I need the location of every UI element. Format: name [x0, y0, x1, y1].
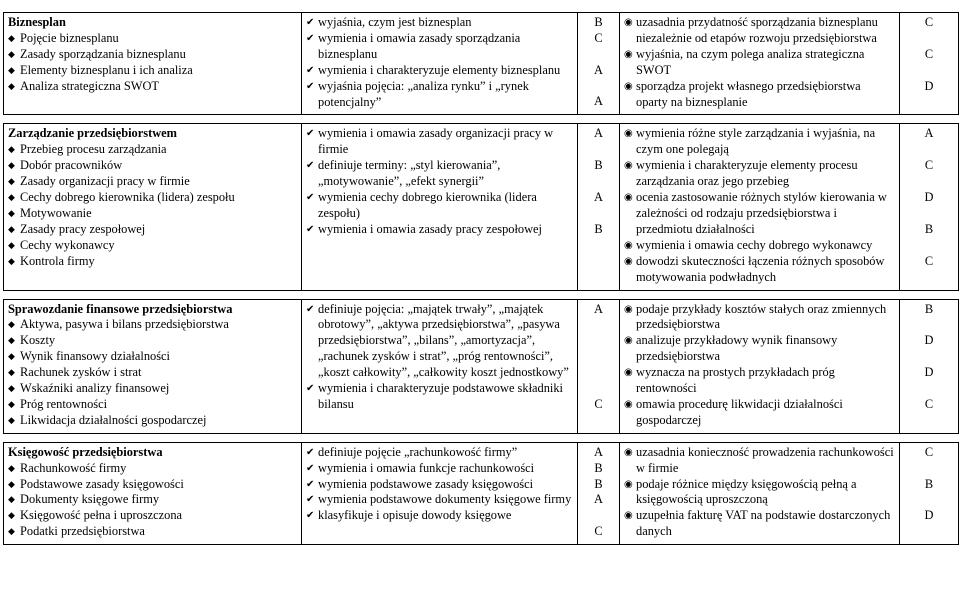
extended-requirement-item: ◉ uzasadnia przydatność sporządzania biznesplanu niezależnie od etapów rozwoju przedsiębiorstwa [624, 15, 895, 47]
extended-levels-cell [900, 124, 959, 290]
topic-item: ◆ Wskaźniki analizy finansowej [8, 381, 297, 397]
extended-level-letter [904, 31, 954, 47]
extended-requirement-item: ◉ wymienia i charakteryzuje elementy procesu zarządzania oraz jego przebieg [624, 158, 895, 190]
topic-item: ◆ Podatki przedsiębiorstwa [8, 524, 297, 540]
extended-requirement-item: ◉ wymienia różne style zarządzania i wyjaśnia, na czym one polegają [624, 126, 895, 158]
topic-item: ◆ Cechy wykonawcy [8, 238, 297, 254]
topic-item: ◆ Cechy dobrego kierownika (lidera) zespołu [8, 190, 297, 206]
extended-level-letter: C [924, 15, 934, 29]
extended-level-letter: C [924, 396, 934, 411]
extended-requirement-list [624, 15, 895, 110]
basic-requirement-item: ✔ definiuje terminy: „styl kierowania”, „motywowanie”, „efekt synergii” [306, 158, 573, 190]
topic-item: ◆ Aktywa, pasywa i bilans przedsiębiorstwa [8, 317, 297, 333]
extended-level-letter [904, 461, 954, 477]
basic-requirement-item: ✔ wymienia podstawowe zasady księgowości [306, 477, 573, 493]
basic-level-letter: C [594, 524, 603, 539]
basic-levels-cell [578, 299, 620, 433]
basic-requirement-item: ✔ wymienia i omawia zasady pracy zespołowej [306, 222, 573, 238]
basic-level-letter: B [594, 476, 603, 491]
basic-level-letter: B [594, 15, 603, 29]
basic-level-letter [582, 508, 615, 524]
basic-level-letter [582, 47, 615, 63]
extended-requirement-list [624, 126, 895, 285]
topic-list [8, 142, 297, 269]
basic-level-letter [582, 349, 615, 365]
basic-requirement-list [306, 445, 573, 525]
unit-row [4, 13, 959, 115]
extended-level-letter [904, 492, 954, 508]
basic-level-letter [582, 365, 615, 381]
basic-requirement-item: ✔ wymienia podstawowe dokumenty księgowe firmy [306, 492, 573, 508]
topic-item: ◆ Dokumenty księgowe firmy [8, 492, 297, 508]
topic-item: ◆ Likwidacja działalności gospodarczej [8, 413, 297, 429]
extended-requirement-item: ◉ omawia procedurę likwidacji działalności gospodarczej [624, 397, 895, 429]
extended-level-letter: C [924, 444, 934, 459]
basic-level-letter: A [594, 94, 603, 109]
extended-level-letter: A [924, 126, 934, 141]
unit-topics-cell [4, 442, 302, 544]
basic-requirement-item: ✔ definiuje pojęcie „rachunkowość firmy” [306, 445, 573, 461]
extended-levels-cell [900, 442, 959, 544]
basic-level-letter: A [594, 62, 603, 77]
basic-level-letter: B [594, 158, 603, 173]
extended-requirement-item: ◉ podaje różnice między księgowością pełną a księgowością uproszczoną [624, 477, 895, 509]
separator-cell [4, 290, 959, 299]
basic-requirement-list [306, 15, 573, 110]
extended-level-letter: C [924, 158, 934, 173]
basic-requirements-cell [302, 124, 578, 290]
extended-level-letter [904, 142, 954, 158]
basic-requirement-item: ✔ wymienia i charakteryzuje elementy biznesplanu [306, 63, 573, 79]
topic-item: ◆ Zasady pracy zespołowej [8, 222, 297, 238]
extended-level-letter: D [924, 333, 934, 348]
basic-level-letter [582, 381, 615, 397]
separator-cell [4, 115, 959, 124]
extended-level-letter: C [924, 253, 934, 268]
basic-requirement-item: ✔ wymienia i omawia zasady sporządzania biznesplanu [306, 31, 573, 63]
extended-requirement-list [624, 445, 895, 540]
extended-requirements-cell [620, 442, 900, 544]
curriculum-table [3, 12, 959, 545]
extended-requirements-cell [620, 299, 900, 433]
basic-levels-cell [578, 13, 620, 115]
basic-level-letter [582, 79, 615, 95]
extended-requirement-item: ◉ ocenia zastosowanie różnych stylów kierowania w zależności od rodzaju przedsiębiorstwa i przedmiotu działalności [624, 190, 895, 238]
extended-level-letter: C [924, 46, 934, 61]
extended-requirement-item: ◉ sporządza projekt własnego przedsiębiorstwa oparty na biznesplanie [624, 79, 895, 111]
basic-requirement-item: ✔ wyjaśnia pojęcia: „analiza rynku” i „rynek potencjalny” [306, 79, 573, 111]
row-separator [4, 115, 959, 124]
topic-item: ◆ Zasady organizacji pracy w firmie [8, 174, 297, 190]
basic-requirements-cell [302, 442, 578, 544]
basic-level-letter [582, 206, 615, 222]
basic-level-letter: A [594, 190, 603, 204]
basic-requirement-item: ✔ wymienia i omawia funkcje rachunkowości [306, 461, 573, 477]
topic-item: ◆ Elementy biznesplanu i ich analiza [8, 63, 297, 79]
topic-item: ◆ Koszty [8, 333, 297, 349]
extended-level-letter: B [924, 476, 934, 491]
extended-levels-cell [900, 299, 959, 433]
basic-requirements-cell [302, 13, 578, 115]
topic-item: ◆ Kontrola firmy [8, 254, 297, 270]
extended-level-letter: B [924, 301, 934, 316]
unit-topics-cell [4, 13, 302, 115]
extended-requirement-item: ◉ uzupełnia fakturę VAT na podstawie dostarczonych danych [624, 508, 895, 540]
extended-requirement-item: ◉ wymienia i omawia cechy dobrego wykonawcy [624, 238, 895, 254]
topic-item: ◆ Księgowość pełna i uproszczona [8, 508, 297, 524]
topic-item: ◆ Podstawowe zasady księgowości [8, 477, 297, 493]
extended-level-letter: B [924, 221, 934, 236]
extended-level-letter [904, 349, 954, 365]
unit-topics-cell [4, 124, 302, 290]
curriculum-table-body [4, 13, 959, 545]
extended-requirement-item: ◉ uzasadnia konieczność prowadzenia rachunkowości w firmie [624, 445, 895, 477]
basic-level-letter [582, 142, 615, 158]
extended-requirement-list [624, 302, 895, 429]
basic-level-letter: C [594, 396, 603, 411]
extended-requirement-item: ◉ dowodzi skuteczności łączenia różnych sposobów motywowania podwładnych [624, 254, 895, 286]
extended-level-letter [904, 317, 954, 333]
topic-item: ◆ Rachunkowość firmy [8, 461, 297, 477]
extended-requirement-item: ◉ analizuje przykładowy wynik finansowy przedsiębiorstwa [624, 333, 895, 365]
basic-requirement-list [306, 302, 573, 413]
basic-levels-cell [578, 124, 620, 290]
basic-requirement-item: ✔ wymienia i omawia zasady organizacji pracy w firmie [306, 126, 573, 158]
separator-cell [4, 433, 959, 442]
basic-requirement-item: ✔ wyjaśnia, czym jest biznesplan [306, 15, 573, 31]
basic-requirement-list [306, 126, 573, 237]
topic-item: ◆ Przebieg procesu zarządzania [8, 142, 297, 158]
topic-list [8, 31, 297, 95]
topic-item: ◆ Motywowanie [8, 206, 297, 222]
extended-level-letter [904, 238, 954, 254]
unit-title: Biznesplan [8, 15, 66, 29]
row-separator [4, 433, 959, 442]
extended-requirement-item: ◉ wyznacza na prostych przykładach próg rentowności [624, 365, 895, 397]
extended-level-letter [904, 174, 954, 190]
basic-level-letter: B [594, 221, 603, 236]
topic-item: ◆ Rachunek zysków i strat [8, 365, 297, 381]
unit-title: Sprawozdanie finansowe przedsiębiorstwa [8, 301, 233, 316]
topic-item: ◆ Wynik finansowy działalności [8, 349, 297, 365]
basic-requirement-item: ✔ wymienia cechy dobrego kierownika (lidera zespołu) [306, 190, 573, 222]
basic-requirement-item: ✔ wymienia i charakteryzuje podstawowe składniki bilansu [306, 381, 573, 413]
basic-level-letter: A [594, 126, 603, 141]
extended-level-letter [904, 381, 954, 397]
extended-requirements-cell [620, 124, 900, 290]
unit-row [4, 442, 959, 544]
basic-requirement-item: ✔ definiuje pojęcia: „majątek trwały”, „majątek obrotowy”, „aktywa przedsiębiorstwa”, „pasywa przedsiębiorstwa”, „bilans”, „amortyzacja”, „rachunek zysków i strat”, „próg rentowności”, „koszt całkowity”, „całkowity koszt jednostkowy” [306, 302, 573, 382]
topic-item: ◆ Zasady sporządzania biznesplanu [8, 47, 297, 63]
basic-level-letter [582, 333, 615, 349]
extended-level-letter [904, 206, 954, 222]
extended-levels-cell [900, 13, 959, 115]
basic-level-letter: A [594, 444, 603, 459]
basic-level-letter [582, 317, 615, 333]
unit-row [4, 299, 959, 433]
basic-requirement-item: ✔ klasyfikuje i opisuje dowody księgowe [306, 508, 573, 524]
extended-requirement-item: ◉ wyjaśnia, na czym polega analiza strategiczna SWOT [624, 47, 895, 79]
topic-item: ◆ Pojęcie biznesplanu [8, 31, 297, 47]
topic-list [8, 461, 297, 541]
basic-level-letter: B [594, 460, 603, 475]
extended-level-letter: D [924, 78, 934, 93]
extended-level-letter: D [924, 190, 934, 204]
extended-level-letter: D [924, 508, 934, 523]
basic-level-letter: A [594, 301, 603, 316]
basic-level-letter [582, 174, 615, 190]
topic-item: ◆ Analiza strategiczna SWOT [8, 79, 297, 95]
unit-row [4, 124, 959, 290]
extended-level-letter: D [924, 365, 934, 380]
unit-topics-cell [4, 299, 302, 433]
topic-item: ◆ Próg rentowności [8, 397, 297, 413]
topic-list [8, 317, 297, 428]
topic-item: ◆ Dobór pracowników [8, 158, 297, 174]
basic-level-letter: C [594, 30, 603, 45]
extended-requirements-cell [620, 13, 900, 115]
unit-title: Zarządzanie przedsiębiorstwem [8, 126, 177, 141]
unit-title: Księgowość przedsiębiorstwa [8, 444, 163, 459]
basic-levels-cell [578, 442, 620, 544]
row-separator [4, 290, 959, 299]
basic-requirements-cell [302, 299, 578, 433]
extended-requirement-item: ◉ podaje przykłady kosztów stałych oraz zmiennych przedsiębiorstwa [624, 302, 895, 334]
extended-level-letter [904, 63, 954, 79]
basic-level-letter: A [594, 492, 603, 507]
